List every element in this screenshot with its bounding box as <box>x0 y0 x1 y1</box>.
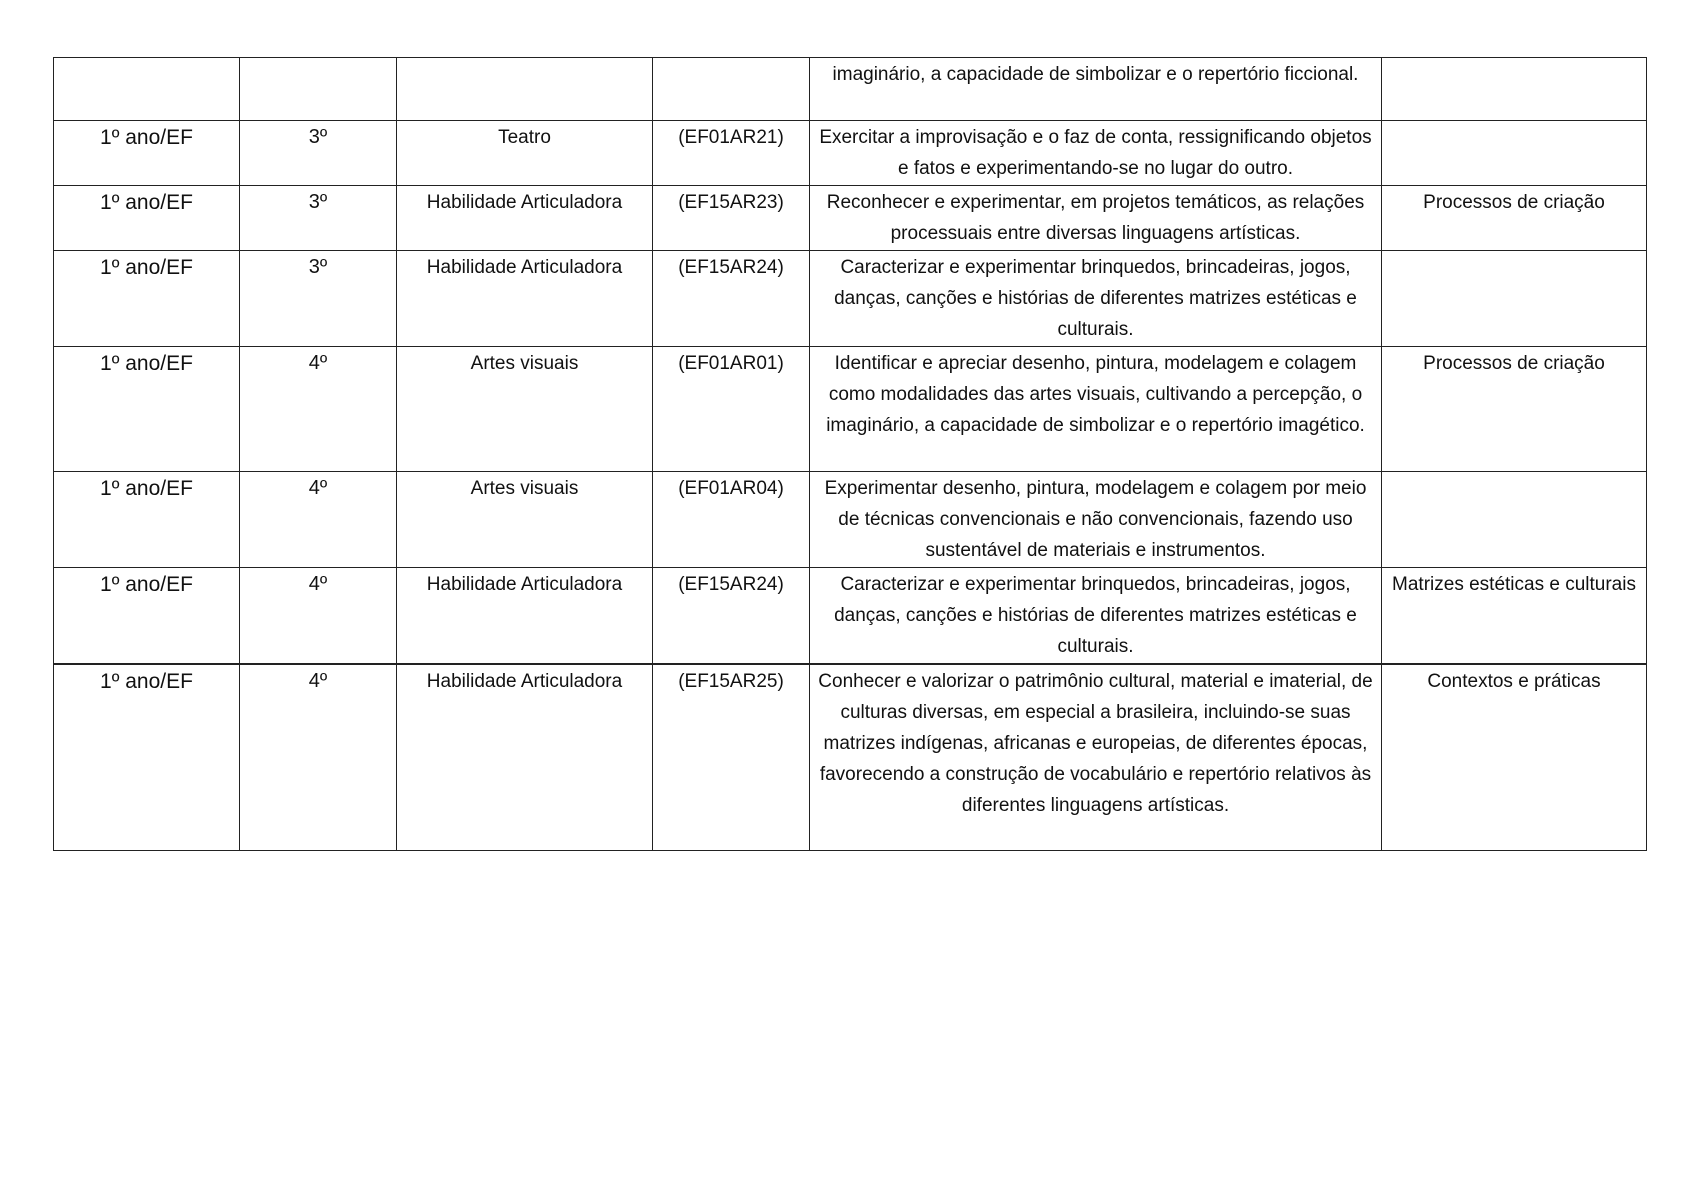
table-row <box>54 186 1647 251</box>
knowledge-object-cell <box>1382 58 1647 121</box>
knowledge-object-cell <box>1382 251 1647 347</box>
year-cell: 1º ano/EF <box>54 568 240 665</box>
code-cell: (EF15AR24) <box>653 251 810 347</box>
bimester-cell: 4º <box>240 568 397 665</box>
table-row <box>54 568 1647 665</box>
year-cell: 1º ano/EF <box>54 251 240 347</box>
field-cell: Habilidade Articuladora <box>397 251 653 347</box>
field-cell: Habilidade Articuladora <box>397 186 653 251</box>
table-row <box>54 347 1647 472</box>
knowledge-object-cell <box>1382 121 1647 186</box>
field-cell: Habilidade Articuladora <box>397 664 653 851</box>
table-row <box>54 58 1647 121</box>
table-row <box>54 251 1647 347</box>
bimester-cell: 4º <box>240 347 397 472</box>
description-cell: Exercitar a improvisação e o faz de conta, ressignificando objetos e fatos e experimentando-se no lugar do outro. <box>810 121 1382 186</box>
description-cell: Caracterizar e experimentar brinquedos, brincadeiras, jogos, danças, canções e histórias de diferentes matrizes estéticas e culturais. <box>810 251 1382 347</box>
description-cell: Identificar e apreciar desenho, pintura, modelagem e colagem como modalidades das artes visuais, cultivando a percepção, o imaginário, a capacidade de simbolizar e o repertório imagético. <box>810 347 1382 472</box>
bimester-cell <box>240 58 397 121</box>
field-cell: Habilidade Articuladora <box>397 568 653 665</box>
knowledge-object-cell <box>1382 472 1647 568</box>
field-cell: Teatro <box>397 121 653 186</box>
knowledge-object-cell: Contextos e práticas <box>1382 664 1647 851</box>
bimester-cell: 3º <box>240 251 397 347</box>
code-cell: (EF01AR01) <box>653 347 810 472</box>
description-cell: Conhecer e valorizar o patrimônio cultural, material e imaterial, de culturas diversas, em especial a brasileira, incluindo-se suas matrizes indígenas, africanas e europeias, de diferentes épocas, favorecendo a construção de vocabulário e repertório relativos às diferentes linguagens artísticas. <box>810 664 1382 851</box>
bimester-cell: 3º <box>240 186 397 251</box>
knowledge-object-cell: Matrizes estéticas e culturais <box>1382 568 1647 665</box>
code-cell <box>653 58 810 121</box>
description-cell: Experimentar desenho, pintura, modelagem e colagem por meio de técnicas convencionais e não convencionais, fazendo uso sustentável de materiais e instrumentos. <box>810 472 1382 568</box>
field-cell <box>397 58 653 121</box>
description-cell: Reconhecer e experimentar, em projetos temáticos, as relações processuais entre diversas linguagens artísticas. <box>810 186 1382 251</box>
table-row <box>54 664 1647 851</box>
year-cell: 1º ano/EF <box>54 472 240 568</box>
description-cell: imaginário, a capacidade de simbolizar e o repertório ficcional. <box>810 58 1382 121</box>
year-cell: 1º ano/EF <box>54 121 240 186</box>
year-cell <box>54 58 240 121</box>
knowledge-object-cell: Processos de criação <box>1382 347 1647 472</box>
bimester-cell: 4º <box>240 472 397 568</box>
code-cell: (EF01AR21) <box>653 121 810 186</box>
year-cell: 1º ano/EF <box>54 186 240 251</box>
knowledge-object-cell: Processos de criação <box>1382 186 1647 251</box>
code-cell: (EF15AR24) <box>653 568 810 665</box>
year-cell: 1º ano/EF <box>54 664 240 851</box>
table-row <box>54 472 1647 568</box>
field-cell: Artes visuais <box>397 347 653 472</box>
bimester-cell: 4º <box>240 664 397 851</box>
description-cell: Caracterizar e experimentar brinquedos, brincadeiras, jogos, danças, canções e histórias de diferentes matrizes estéticas e culturais. <box>810 568 1382 665</box>
code-cell: (EF01AR04) <box>653 472 810 568</box>
curriculum-table <box>53 57 1647 851</box>
table-row <box>54 121 1647 186</box>
code-cell: (EF15AR25) <box>653 664 810 851</box>
field-cell: Artes visuais <box>397 472 653 568</box>
bimester-cell: 3º <box>240 121 397 186</box>
code-cell: (EF15AR23) <box>653 186 810 251</box>
year-cell: 1º ano/EF <box>54 347 240 472</box>
